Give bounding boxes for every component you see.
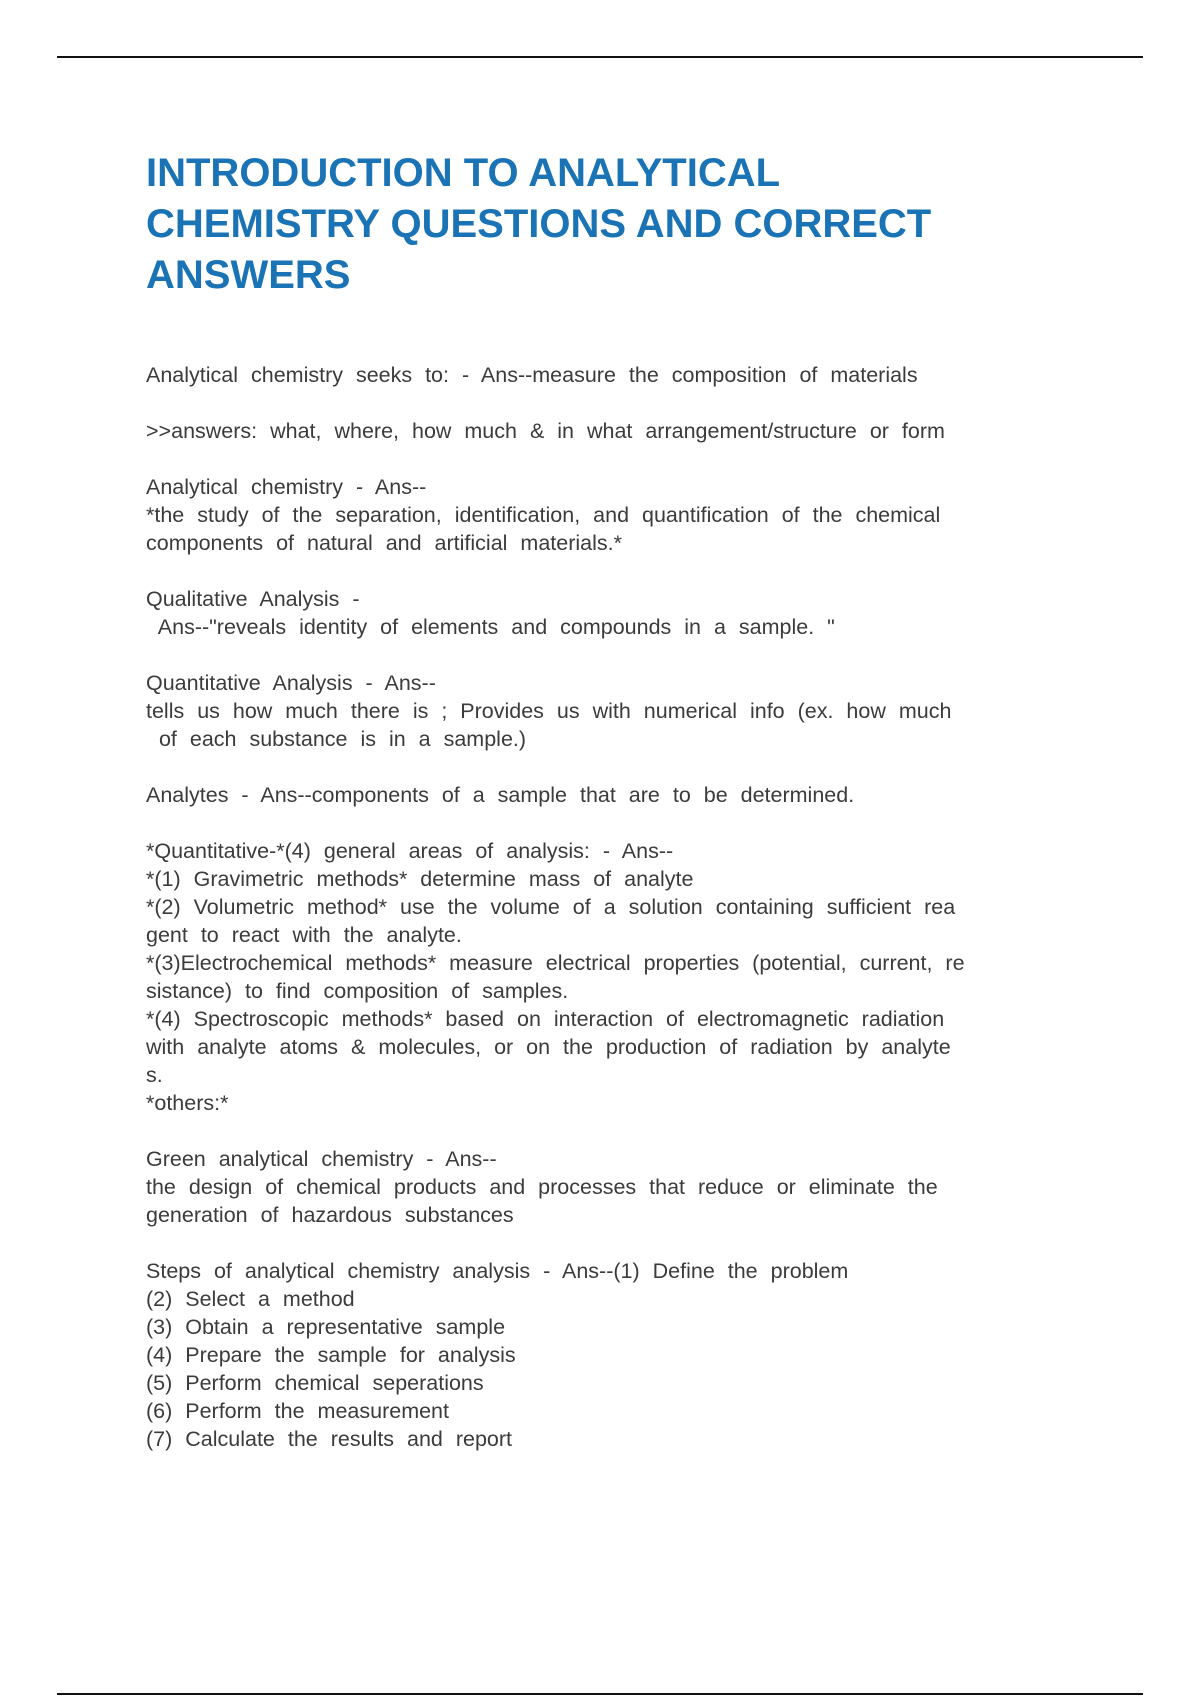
text-line: (7) Calculate the results and report — [146, 1427, 513, 1451]
qa-paragraph — [146, 361, 1086, 389]
text-line: the design of chemical products and processes that reduce or eliminate the — [146, 1175, 938, 1199]
qa-paragraph — [146, 837, 1086, 1117]
title-line: ANSWERS — [146, 253, 351, 297]
qa-paragraph — [146, 1145, 1086, 1229]
document-body — [146, 361, 1086, 1453]
text-line: Steps of analytical chemistry analysis - Ans--(1) Define the problem — [146, 1259, 849, 1283]
text-line: (3) Obtain a representative sample — [146, 1315, 506, 1339]
qa-paragraph — [146, 669, 1086, 753]
text-line: generation of hazardous substances — [146, 1203, 514, 1227]
document-content — [146, 148, 1086, 1481]
text-line: (4) Prepare the sample for analysis — [146, 1343, 516, 1367]
text-line: Qualitative Analysis - — [146, 587, 360, 611]
text-line: Analytes - Ans--components of a sample that are to be determined. — [146, 783, 855, 807]
title-line: INTRODUCTION TO ANALYTICAL — [146, 151, 781, 195]
qa-paragraph — [146, 417, 1086, 445]
text-line: *others:* — [146, 1091, 229, 1115]
qa-paragraph — [146, 473, 1086, 557]
text-line: (5) Perform chemical seperations — [146, 1371, 484, 1395]
qa-paragraph — [146, 1257, 1086, 1453]
text-line: (2) Select a method — [146, 1287, 355, 1311]
text-line: *(4) Spectroscopic methods* based on interaction of electromagnetic radiation — [146, 1007, 945, 1031]
text-line: *(2) Volumetric method* use the volume of a solution containing sufficient rea — [146, 895, 956, 919]
bottom-rule — [57, 1693, 1143, 1695]
text-line: tells us how much there is ; Provides us with numerical info (ex. how much — [146, 699, 952, 723]
text-line: *Quantitative-*(4) general areas of analysis: - Ans-- — [146, 839, 674, 863]
text-line: Quantitative Analysis - Ans-- — [146, 671, 436, 695]
text-line: *the study of the separation, identification, and quantification of the chemical — [146, 503, 941, 527]
text-line: gent to react with the analyte. — [146, 923, 462, 947]
text-line: *(3)Electrochemical methods* measure electrical properties (potential, current, re — [146, 951, 965, 975]
text-line: Ans--"reveals identity of elements and compounds in a sample. " — [146, 615, 835, 639]
text-line: with analyte atoms & molecules, or on the production of radiation by analyte — [146, 1035, 951, 1059]
text-line: >>answers: what, where, how much & in what arrangement/structure or form — [146, 419, 945, 443]
text-line: (6) Perform the measurement — [146, 1399, 449, 1423]
top-rule — [57, 56, 1143, 58]
text-line: s. — [146, 1063, 163, 1087]
text-line: components of natural and artificial materials.* — [146, 531, 622, 555]
qa-paragraph — [146, 585, 1086, 641]
title-line: CHEMISTRY QUESTIONS AND CORRECT — [146, 202, 932, 246]
text-line: *(1) Gravimetric methods* determine mass of analyte — [146, 867, 694, 891]
text-line: sistance) to find composition of samples. — [146, 979, 569, 1003]
text-line: Green analytical chemistry - Ans-- — [146, 1147, 497, 1171]
qa-paragraph — [146, 781, 1086, 809]
text-line: Analytical chemistry seeks to: - Ans--measure the composition of materials — [146, 363, 918, 387]
document-title — [146, 148, 1086, 301]
text-line: of each substance is in a sample.) — [146, 727, 527, 751]
text-line: Analytical chemistry - Ans-- — [146, 475, 427, 499]
